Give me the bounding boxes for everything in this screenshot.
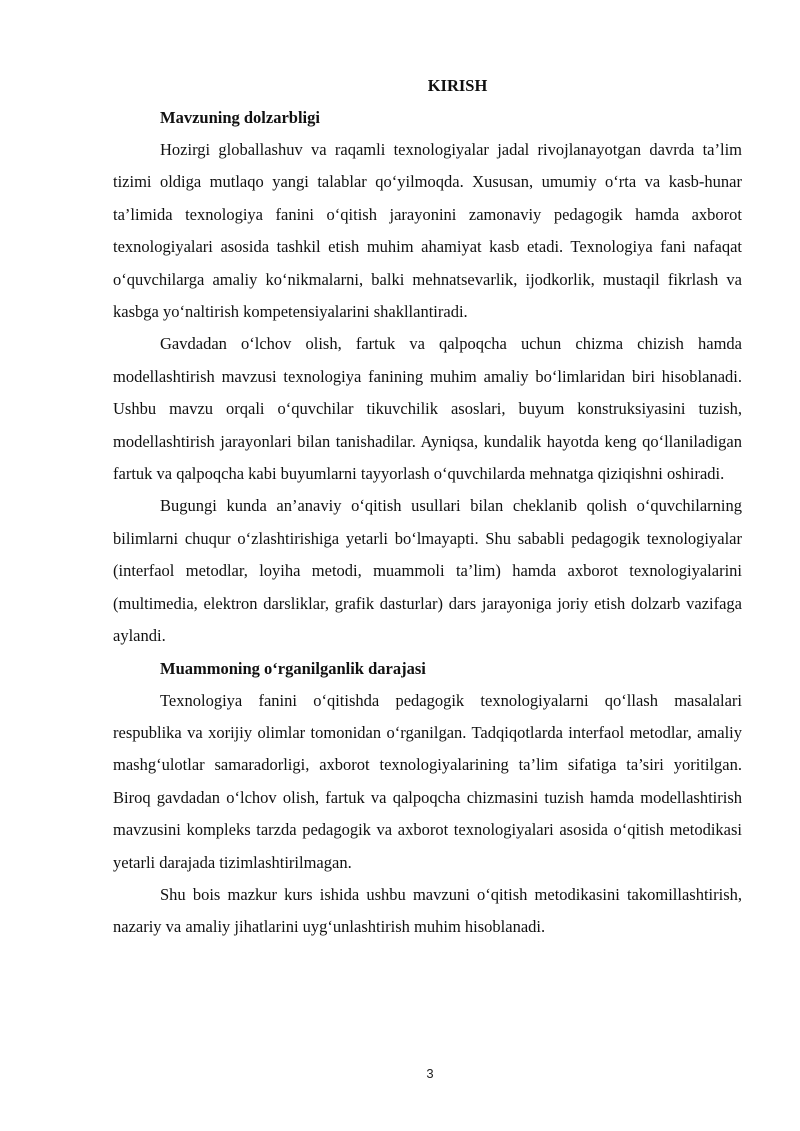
page-number: 3 xyxy=(426,1066,434,1081)
section-heading-relevance: Mavzuning dolzarbligi xyxy=(160,108,320,127)
document-title: KIRISH xyxy=(427,76,488,95)
paragraph: Hozirgi globallashuv va raqamli texnologiyalar jadal rivojlanayotgan davrda ta’lim tizimi oldiga mutlaqo yangi talablar qo‘yilmoqda. Xususan, umumiy o‘rta va kasb-hunar ta’limida texnologiya fanini o‘qitish jarayonini zamonaviy pedagogik hamda axborot texnologiyalari asosida tashkil etish muhim ahamiyat kasb etadi. Texnologiya fani nafaqat o‘quvchilarga amaliy ko‘nikmalarni, balki mehnatsevarlik, ijodkorlik, mustaqil fikrlash va kasbga yo‘naltirish kompetensiyalarini shakllantiradi. xyxy=(113,140,742,322)
paragraph: Bugungi kunda an’anaviy o‘qitish usullari bilan cheklanib qolish o‘quvchilarning bilimlarni chuqur o‘zlashtirishiga yetarli bo‘lmayapti. Shu sababli pedagogik texnologiyalar (interfaol metodlar, loyiha metodi, muammoli ta’lim) hamda axborot texnologiyalarini (multimedia, elektron darsliklar, grafik dasturlar) dars jarayoniga joriy etish dolzarb vazifaga aylandi. xyxy=(113,496,742,646)
paragraph: Texnologiya fanini o‘qitishda pedagogik texnologiyalarni qo‘llash masalalari respublika va xorijiy olimlar tomonidan o‘rganilgan. Tadqiqotlarda interfaol metodlar, amaliy mashg‘ulotlar samaradorligi, axborot texnologiyalarining ta’lim sifatiga ta’siri yoritilgan. Biroq gavdadan o‘lchov olish, fartuk va qalpoqcha chizmasini tuzish hamda modellashtirish mavzusini kompleks tarzda pedagogik va axborot texnologiyalari asosida o‘qitish metodikasi yetarli darajada tizimlashtirilmagan. xyxy=(113,690,742,872)
section-heading-research-level: Muammoning o‘rganilganlik darajasi xyxy=(160,658,426,678)
paragraph: Gavdadan o‘lchov olish, fartuk va qalpoqcha uchun chizma chizish hamda modellashtirish mavzusi texnologiya fanining muhim amaliy bo‘limlaridan biri hisoblanadi. Ushbu mavzu orqali o‘quvchilar tikuvchilik asoslari, buyum konstruksiyasini tuzish, modellashtirish jarayonlari bilan tanishadilar. Ayniqsa, kundalik hayotda keng qo‘llaniladigan fartuk va qalpoqcha kabi buyumlarni tayyorlash o‘quvchilarda mehnatga qiziqishni oshiradi. xyxy=(113,334,742,484)
document-page xyxy=(113,70,742,944)
paragraph: Shu bois mazkur kurs ishida ushbu mavzuni o‘qitish metodikasini takomillashtirish, nazariy va amaliy jihatlarini uyg‘unlashtirish muhim hisoblanadi. xyxy=(113,884,742,937)
